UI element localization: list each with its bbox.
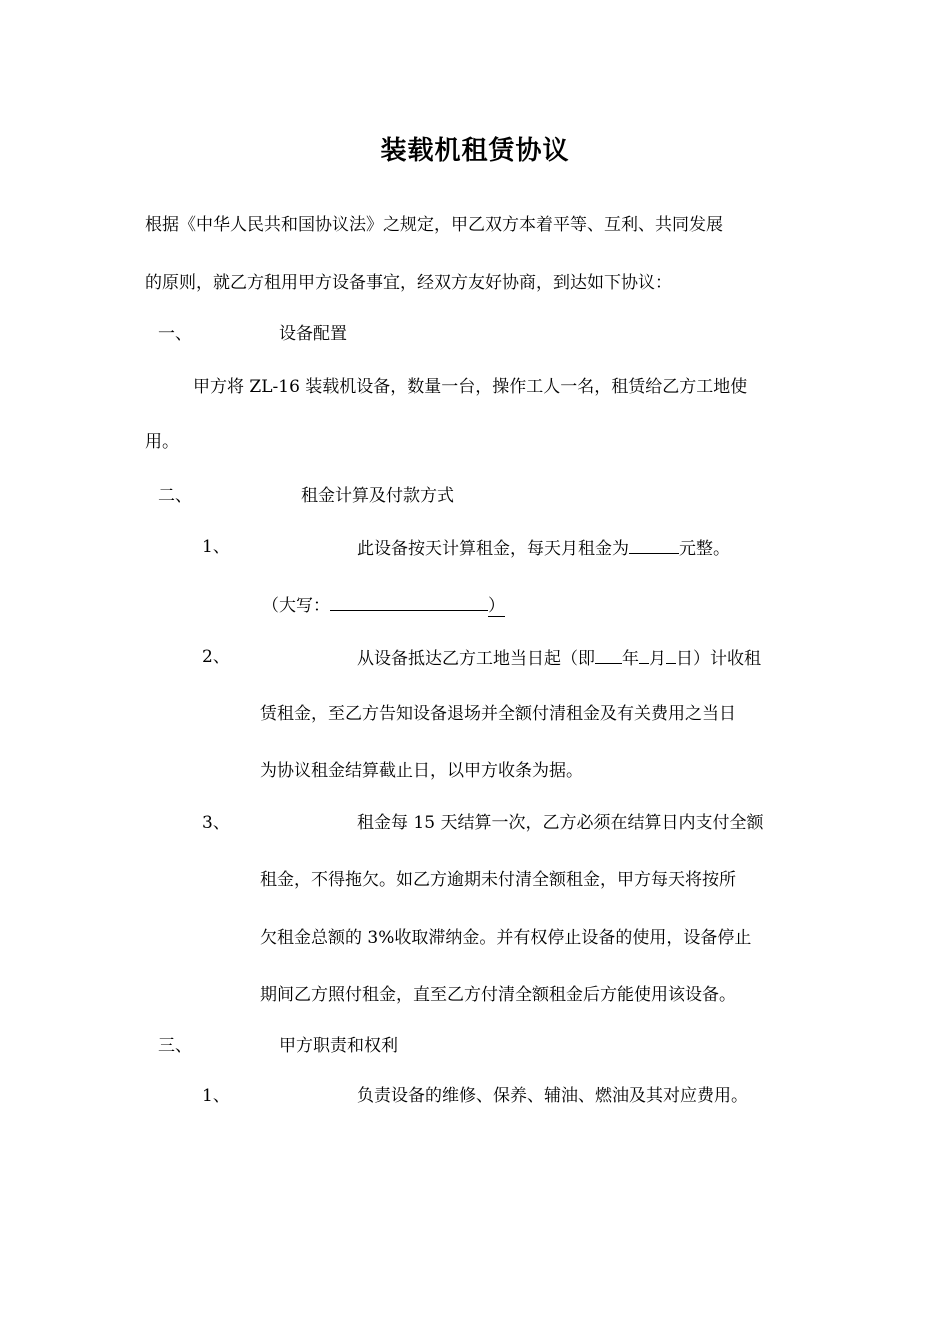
section-2-item-3-line-3: 欠租金总额的 3%收取滞纳金。并有权停止设备的使用，设备停止	[260, 928, 752, 948]
item-2-month-label: 月	[649, 649, 666, 669]
item-1-text-after: 元整。	[679, 539, 730, 559]
section-1-heading: 设备配置	[279, 324, 347, 344]
start-day-blank	[666, 645, 676, 664]
item-2-line-1-d: 日）计收租	[676, 649, 761, 669]
section-1-paragraph-line-1: 甲方将 ZL-16 装载机设备，数量一台，操作工人一名，租赁给乙方工地使	[193, 377, 748, 397]
section-2-item-3-line-2: 租金，不得拖欠。如乙方逾期未付清全额租金，甲方每天将按所	[260, 870, 736, 890]
section-1-paragraph-line-2: 用。	[145, 432, 179, 452]
capital-open: （大写：	[262, 596, 330, 616]
intro-line-2: 的原则，就乙方租用甲方设备事宜，经双方友好协商，到达如下协议：	[145, 273, 672, 293]
section-2-item-3-number: 3、	[202, 813, 230, 833]
section-3-number: 三、	[158, 1036, 192, 1056]
item-1-text-before: 此设备按天计算租金，每天月租金为	[357, 539, 629, 559]
section-2-item-1-capital	[262, 592, 505, 618]
section-2-item-2-line-2: 赁租金，至乙方告知设备退场并全额付清租金及有关费用之当日	[260, 704, 736, 724]
section-2-number: 二、	[158, 486, 192, 506]
section-3-item-1-number: 1、	[202, 1086, 230, 1106]
start-month-blank	[639, 645, 649, 664]
capital-close: ）	[488, 596, 505, 616]
section-2-item-1-text	[357, 535, 730, 561]
section-2-item-2-line-1	[357, 645, 761, 671]
section-1-number: 一、	[158, 324, 192, 344]
start-year-blank	[595, 645, 622, 664]
section-2-item-3-line-1: 租金每 15 天结算一次，乙方必须在结算日内支付全额	[357, 813, 764, 833]
section-2-heading: 租金计算及付款方式	[301, 486, 454, 506]
section-3-item-1-text: 负责设备的维修、保养、辅油、燃油及其对应费用。	[357, 1086, 748, 1106]
section-2-item-1-number: 1、	[202, 537, 230, 557]
document-title: 装载机租赁协议	[380, 136, 570, 166]
item-2-line-1-a: 从设备抵达乙方工地当日起（即	[357, 649, 595, 669]
daily-rent-amount-blank	[629, 535, 679, 554]
section-2-item-3-line-4: 期间乙方照付租金，直至乙方付清全额租金后方能使用该设备。	[260, 985, 736, 1005]
section-2-item-2-number: 2、	[202, 647, 230, 667]
capital-amount-blank	[330, 592, 488, 611]
item-2-year-label: 年	[622, 649, 639, 669]
intro-line-1: 根据《中华人民共和国协议法》之规定，甲乙双方本着平等、互利、共同发展	[145, 215, 723, 235]
section-2-item-2-line-3: 为协议租金结算截止日，以甲方收条为据。	[260, 761, 583, 781]
section-3-heading: 甲方职责和权利	[279, 1036, 398, 1056]
